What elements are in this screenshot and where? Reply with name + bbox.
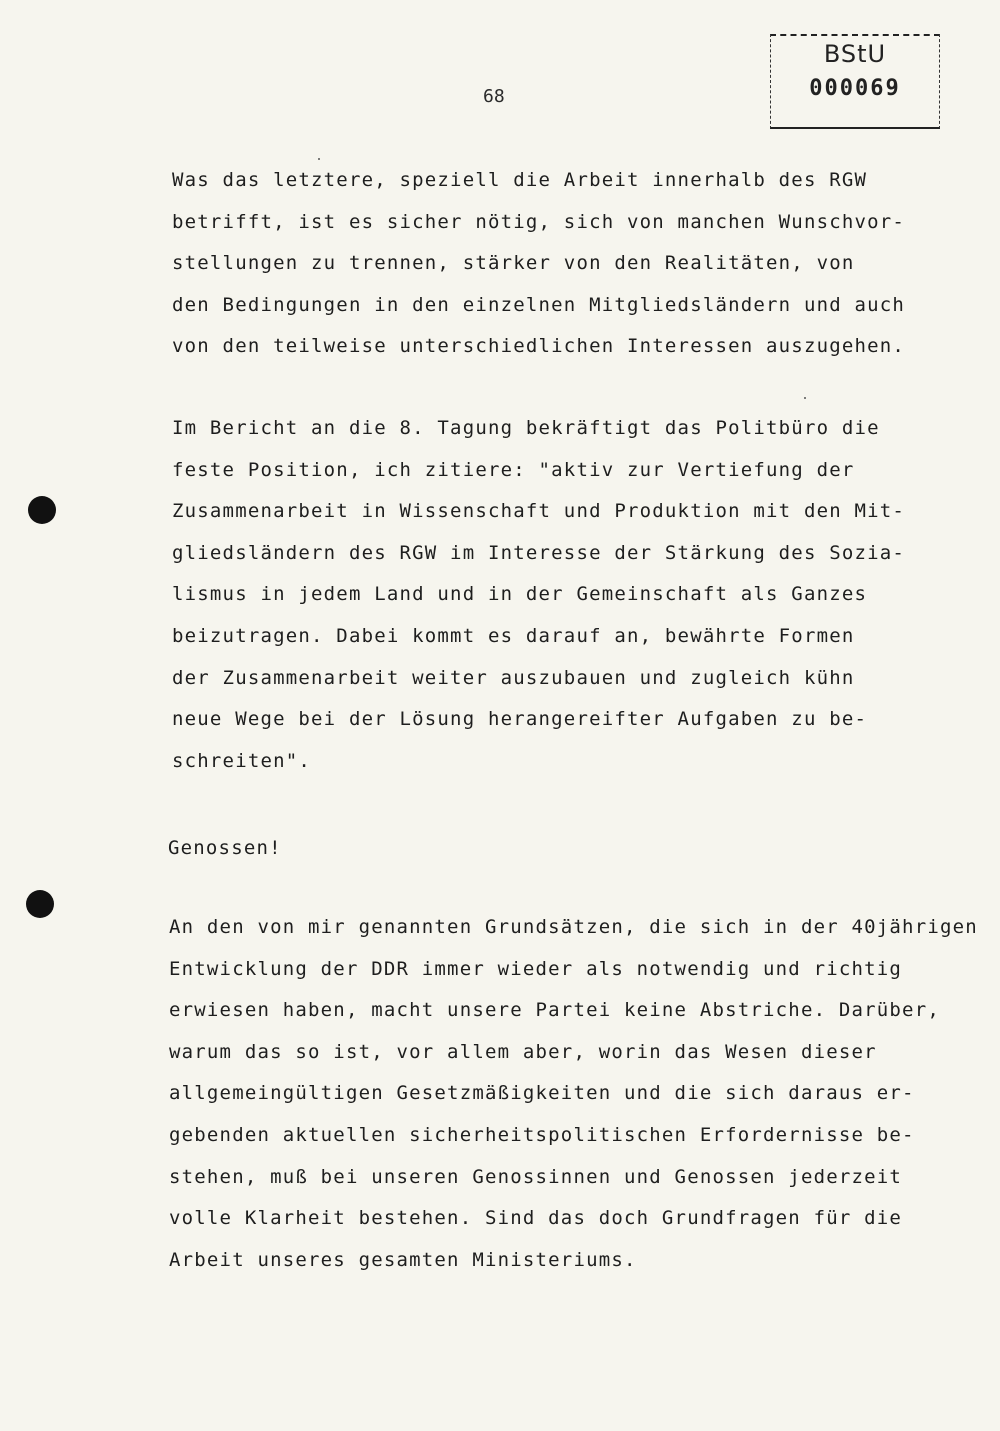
paragraph bbox=[172, 408, 905, 782]
text-line: stellungen zu trennen, stärker von den Realitäten, von bbox=[172, 252, 855, 275]
salutation bbox=[168, 828, 282, 870]
text-line: Arbeit unseres gesamten Ministeriums. bbox=[169, 1248, 637, 1271]
text-line: schreiten". bbox=[172, 749, 312, 772]
punch-hole bbox=[26, 890, 54, 918]
punch-hole bbox=[28, 496, 56, 524]
text-line: feste Position, ich zitiere: "aktiv zur Vertiefung der bbox=[172, 458, 855, 481]
archive-stamp bbox=[770, 34, 940, 129]
text-line: gliedsländern des RGW im Interesse der Stärkung des Sozia- bbox=[172, 541, 906, 564]
text-line: Im Bericht an die 8. Tagung bekräftigt das Politbüro die bbox=[172, 417, 880, 439]
text-line: betrifft, ist es sicher nötig, sich von manchen Wunschvor- bbox=[172, 210, 906, 233]
text-line: erwiesen haben, macht unsere Partei keine Abstriche. Darüber, bbox=[169, 999, 940, 1022]
paragraph bbox=[172, 160, 905, 368]
paragraph bbox=[169, 907, 978, 1281]
text-line: lismus in jedem Land und in der Gemeinschaft als Ganzes bbox=[172, 583, 868, 606]
text-line: An den von mir genannten Grundsätzen, die sich in der 40jährigen bbox=[169, 916, 978, 938]
text-line: der Zusammenarbeit weiter auszubauen und zugleich kühn bbox=[172, 666, 855, 689]
text-line: volle Klarheit bestehen. Sind das doch Grundfragen für die bbox=[169, 1207, 903, 1230]
text-line: von den teilweise unterschiedlichen Interessen auszugehen. bbox=[172, 335, 906, 358]
text-line: beizutragen. Dabei kommt es darauf an, bewährte Formen bbox=[172, 624, 855, 647]
text-line: neue Wege bei der Lösung herangereifter Aufgaben zu be- bbox=[172, 708, 868, 731]
text-line: allgemeingültigen Gesetzmäßigkeiten und die sich daraus er- bbox=[169, 1082, 915, 1105]
text-line: Entwicklung der DDR immer wieder als notwendig und richtig bbox=[169, 957, 903, 980]
text-line: warum das so ist, vor allem aber, worin das Wesen dieser bbox=[169, 1040, 877, 1063]
text-line: Was das letztere, speziell die Arbeit innerhalb des RGW bbox=[172, 169, 868, 191]
text-line: Zusammenarbeit in Wissenschaft und Produktion mit den Mit- bbox=[172, 500, 906, 523]
paper-speck bbox=[804, 397, 806, 399]
text-line: gebenden aktuellen sicherheitspolitischen Erfordernisse be- bbox=[169, 1123, 915, 1146]
text-line: den Bedingungen in den einzelnen Mitgliedsländern und auch bbox=[172, 293, 906, 316]
page-number: 68 bbox=[483, 86, 505, 107]
text-line: Genossen! bbox=[168, 837, 282, 859]
stamp-number: 000069 bbox=[809, 76, 901, 101]
stamp-agency: BStU bbox=[823, 40, 887, 68]
text-line: stehen, muß bei unseren Genossinnen und Genossen jederzeit bbox=[169, 1165, 903, 1188]
